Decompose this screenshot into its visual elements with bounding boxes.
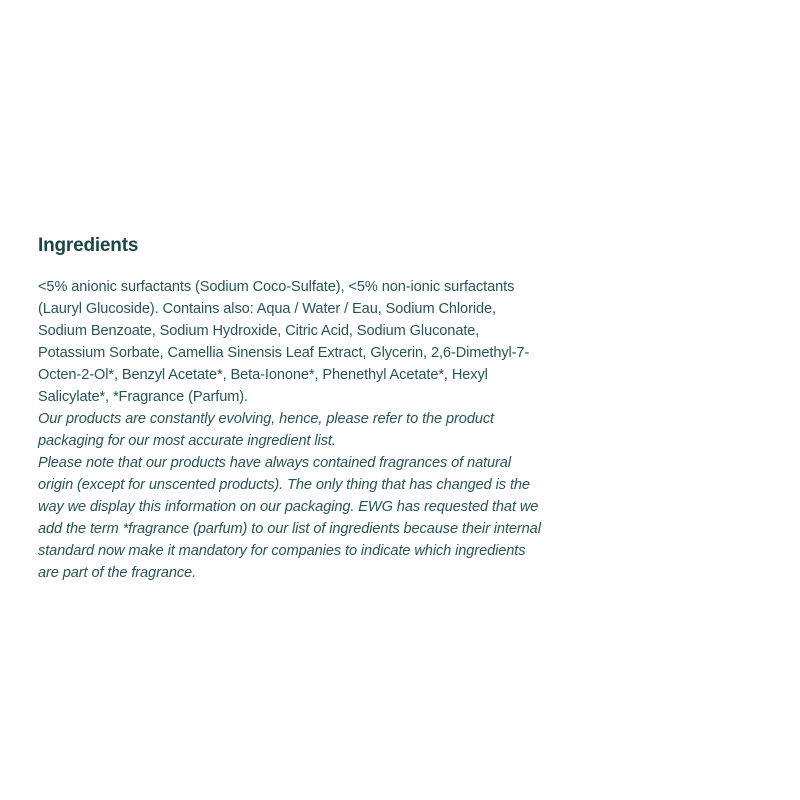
section-title: Ingredients: [38, 235, 139, 256]
ingredients-section: [38, 232, 548, 584]
product-evolution-note: Our products are constantly evolving, hence, please refer to the product packaging for our most accurate ingredient list.: [38, 411, 495, 449]
ingredients-list: <5% anionic surfactants (Sodium Coco-Sulfate), <5% non-ionic surfactants (Lauryl Glucoside). Contains also: Aqua / Water / Eau, Sodium Chloride, Sodium Benzoate, Sodium Hydroxide, Citric Acid, Sodium Gluconate, Potassium Sorbate, Camellia Sinensis Leaf Extract, Glycerin, 2,6-Dimethyl-7-Octen-2-Ol*, Benzyl Acetate*, Beta-Ionone*, Phenethyl Acetate*, Hexyl Salicylate*, *Fragrance (Parfum).: [38, 279, 530, 405]
fragrance-note: Please note that our products have always contained fragrances of natural origin (except for unscented products). The only thing that has changed is the way we display this information on our packaging. EWG has requested that we add the term *fragrance (parfum) to our list of ingredients because their internal standard now make it mandatory for companies to indicate which ingredients are part of the fragrance.: [38, 455, 541, 581]
